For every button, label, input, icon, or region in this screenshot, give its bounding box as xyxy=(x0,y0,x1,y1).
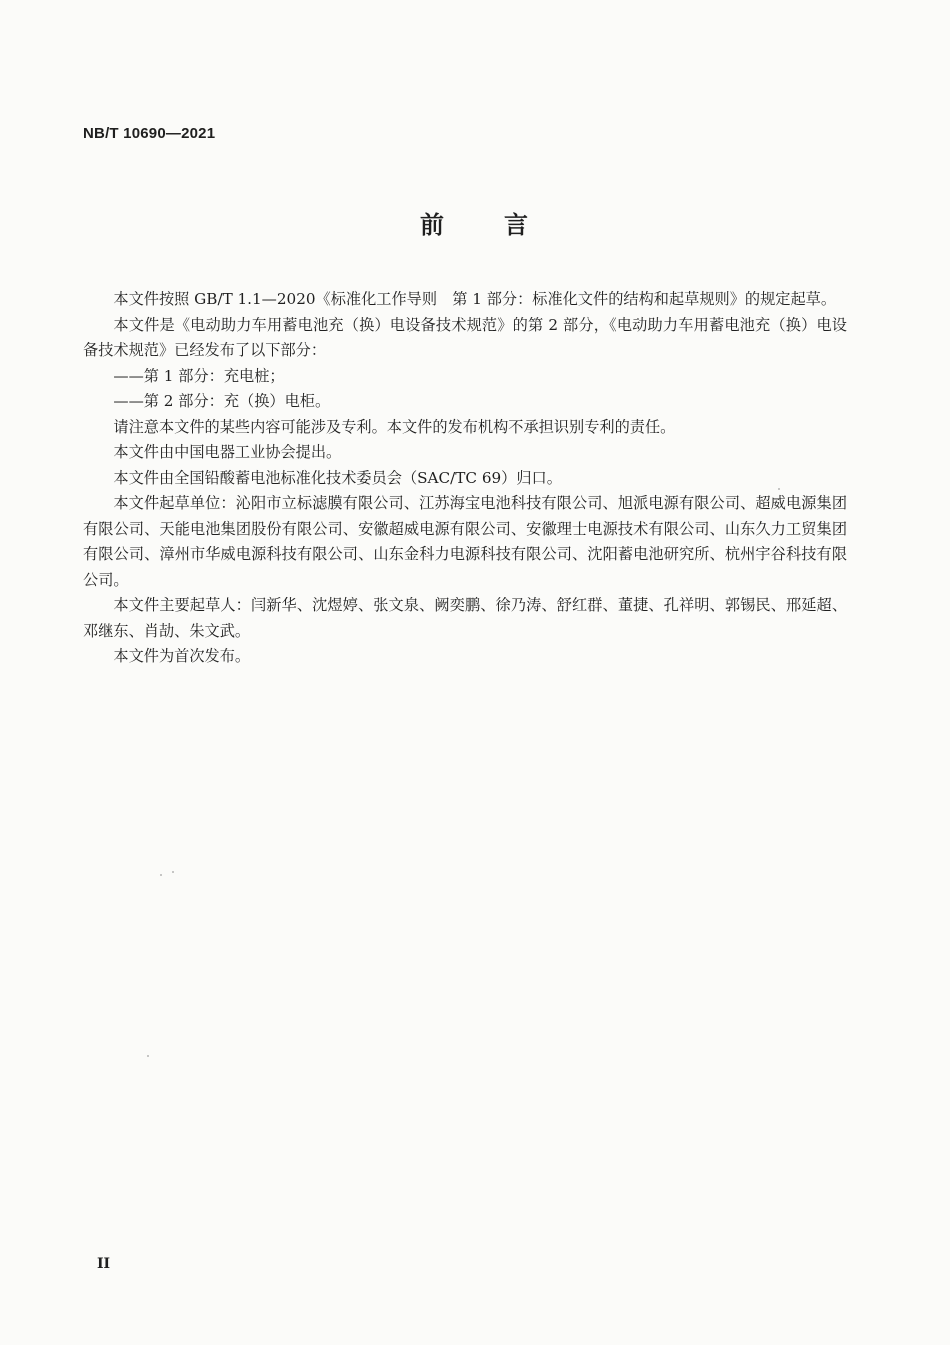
paragraph-series-info: 本文件是《电动助力车用蓄电池充（换）电设备技术规范》的第 2 部分，《电动助力车用蓄电池充（换）电设备技术规范》已经发布了以下部分： xyxy=(83,315,847,359)
paragraph-drafting-rules: 本文件按照 GB/T 1.1—2020《标准化工作导则 第 1 部分：标准化文件的结构和起草规则》的规定起草。 xyxy=(113,290,837,308)
paragraph-patent-notice: 请注意本文件的某些内容可能涉及专利。本文件的发布机构不承担识别专利的责任。 xyxy=(113,417,676,436)
scan-speck xyxy=(778,488,780,490)
paragraph-centralized-by: 本文件由全国铅酸蓄电池标准化技术委员会（SAC/TC 69）归口。 xyxy=(113,468,562,487)
paragraph-proposed-by: 本文件由中国电器工业协会提出。 xyxy=(113,443,342,461)
paragraph-drafting-units: 本文件起草单位：沁阳市立标滤膜有限公司、江苏海宝电池科技有限公司、旭派电源有限公司、超威电源集团有限公司、天能电池集团股份有限公司、安徽超威电源有限公司、安徽理士电源技术有限公司、山东久力工贸集团有限公司、漳州市华威电源科技有限公司、山东金科力电源科技有限公司、沈阳蓄电池研究所、杭州宇谷科技有限公司。 xyxy=(83,494,847,589)
list-item-part-2: ——第 2 部分：充（换）电柜。 xyxy=(113,392,331,410)
foreword-body xyxy=(83,287,847,670)
paragraph-drafters: 本文件主要起草人：闫新华、沈煜婷、张文泉、阙奕鹏、徐乃涛、舒红群、董捷、孔祥明、郭锡民、邢延超、邓继东、肖劼、朱文武。 xyxy=(83,596,847,640)
title-char-1: 前 xyxy=(420,210,446,239)
standard-number: NB/T 10690—2021 xyxy=(83,125,216,142)
page-number: II xyxy=(97,1256,111,1272)
paragraph-first-release: 本文件为首次发布。 xyxy=(113,647,251,665)
scan-speck xyxy=(160,874,162,876)
page-title xyxy=(0,205,950,240)
title-char-2: 言 xyxy=(504,210,530,239)
scan-speck xyxy=(172,871,174,873)
list-item-part-1: ——第 1 部分：充电桩； xyxy=(113,366,285,385)
scan-speck xyxy=(147,1055,149,1057)
